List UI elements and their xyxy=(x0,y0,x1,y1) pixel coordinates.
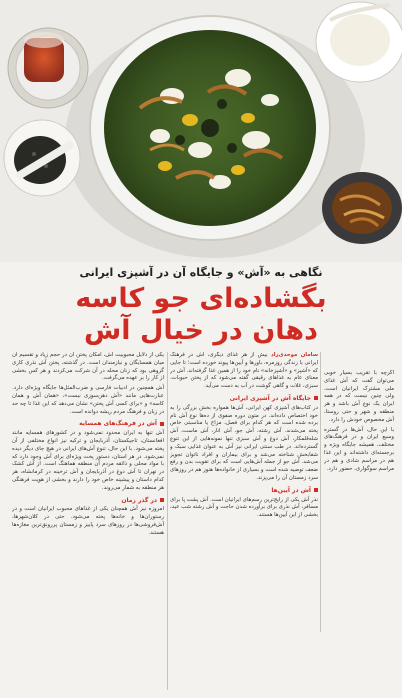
column-rule-1 xyxy=(320,352,321,632)
paragraph: امروزه نیز آش همچنان یکی از غذاهای محبوب ایرانیان است و در رستوران‌ها و خانه‌ها پخته می‌شود. حتی در کلان‌شهرها، آش‌فروشی‌ها در روزهای سرد پاییز و زمستان پررونق‌ترین مغازه‌ها هستند. xyxy=(12,506,164,536)
square-bullet-icon xyxy=(160,422,164,426)
paragraph: اگرچه با تقریب بسیار خوبی می‌توان گفت که آش غذای ملی مشترک ایرانیان است، ولی چنین نیست که در همه ایران یک نوع آش باشد و هر منطقه و شهر و حتی روستا، آش مخصوص خودش را دارد. xyxy=(324,370,394,423)
subheading: جایگاه آش در آشپزی ایرانی xyxy=(170,395,318,403)
tea-glass xyxy=(8,28,88,108)
author-name: سامان موحدی‌راد xyxy=(270,352,318,358)
paragraph: با این حال، آش‌ها در گستره وسیع ایران و در فرهنگ‌های مختلف، همیشه جایگاه ویژه و برجسته‌ای داشته‌اند و این غذا هم در مراسم شادی و هم در مراسم سوگواری، حضور دارد. xyxy=(324,426,394,472)
paragraph: نذر آش یکی از رایج‌ترین رسم‌های ایرانیان است. آش پشت پا برای مسافر، آش نذری برای برآورده شدن حاجت و آش رشته شب عید، بخشی از این آیین‌ها هستند. xyxy=(170,496,318,519)
kashk-bowl xyxy=(316,2,402,82)
subheading: آش در آیین‌ها xyxy=(170,487,318,495)
paragraph: آش تنها به ایران محدود نمی‌شود و در کشورهای همسایه مانند افغانستان، تاجیکستان، آذربایجان و ترکیه نیز انواع مختلفی از آن پخته می‌شود. با این حال، تنوع آش‌های ایرانی در هیچ جای دیگر دیده نمی‌شود. در هر استان، دستور پخت ویژه‌ای برای آش وجود دارد که با مواد محلی و ذائقه مردم آن منطقه هماهنگ است. از آش کشک در تهران تا آش دوغ در آذربایجان و آش ترخینه در کرمانشاه، هر کدام داستان و پیشینه خاص خود را دارند و بخشی از هویت فرهنگی هر منطقه به شمار می‌روند. xyxy=(12,430,164,491)
square-bullet-icon xyxy=(314,396,318,400)
spice-bowl xyxy=(4,120,80,196)
square-bullet-icon xyxy=(160,498,164,502)
subheading: در گذر زمان xyxy=(12,497,164,505)
left-column xyxy=(12,352,164,690)
intro-paragraph xyxy=(170,352,318,391)
paragraph: آش همچنین در ادبیات فارسی و ضرب‌المثل‌ها جایگاه ویژه‌ای دارد. عبارت‌هایی مانند «آش دهن‌سوزی نیست»، «همان آش و همان کاسه» و «برای کسی آش پختن» نشان می‌دهد که این غذا تا چه حد در زبان و فرهنگ مردم ریشه دوانده است. xyxy=(12,385,164,415)
middle-column xyxy=(170,352,318,690)
square-bullet-icon xyxy=(314,488,318,492)
ash-photo xyxy=(0,0,402,262)
subheading: آش در فرهنگ‌های همسایه xyxy=(12,420,164,428)
right-column xyxy=(324,370,394,625)
headline-line-1: بگشاده‌ای جو کاسه xyxy=(75,283,327,314)
intro-text: بیش از هر غذای دیگری، آش در فرهنگ ایرانی با زندگی روزمره، باورها و آیین‌ها پیوند خورده است؛ تا جایی که «آشپز» و «آشپزخانه» نام خود را از همین غذا گرفته‌اند. آش در معنای عام به غذاهای رقیقی گفته می‌شود که از پختن حبوبات، سبزی، غلات و گاهی گوشت در آب به دست می‌آید. xyxy=(170,352,318,390)
headline-line-2: دهان در خیال آش xyxy=(84,315,318,346)
paragraph: یکی از دلایل محبوبیت آش، امکان پختن آن در حجم زیاد و تقسیم آن میان همسایگان و نیازمندان است. در گذشته، پختن آش نذری کاری گروهی بود که زنان محله در آن شرکت می‌کردند و هر کس بخشی از کار را بر عهده می‌گرفت. xyxy=(12,352,164,382)
fried-onion-bowl xyxy=(322,172,402,244)
kicker: نگاهی به «آش» و جایگاه آن در آشپزی ایرانی xyxy=(79,266,323,279)
ash-bowl xyxy=(90,16,330,240)
column-rule-2 xyxy=(167,352,168,690)
paragraph: در کتاب‌های آشپزی کهن ایرانی، آش‌ها همواره بخش بزرگی را به خود اختصاص داده‌اند. در متون دوره صفوی از ده‌ها نوع آش نام برده شده است که هر کدام برای فصل، مزاج یا مناسبتی خاص پخته می‌شدند. آش رشته، آش جو، آش انار، آش ماست، آش شله‌قلمکار، آش دوغ و آش سبزی تنها نمونه‌هایی از این تنوع گسترده‌اند. در طب سنتی ایرانی نیز آش به عنوان غذایی سبک و شفابخش شناخته می‌شد و برای بیماران و افراد ناتوان تجویز می‌شد. آش جو از جمله آش‌هایی است که برای تقویت بدن و رفع ضعف توصیه شده است و بسیاری از خانواده‌ها هنوز هم در روزهای سرد زمستان آن را می‌پزند. xyxy=(170,404,318,481)
